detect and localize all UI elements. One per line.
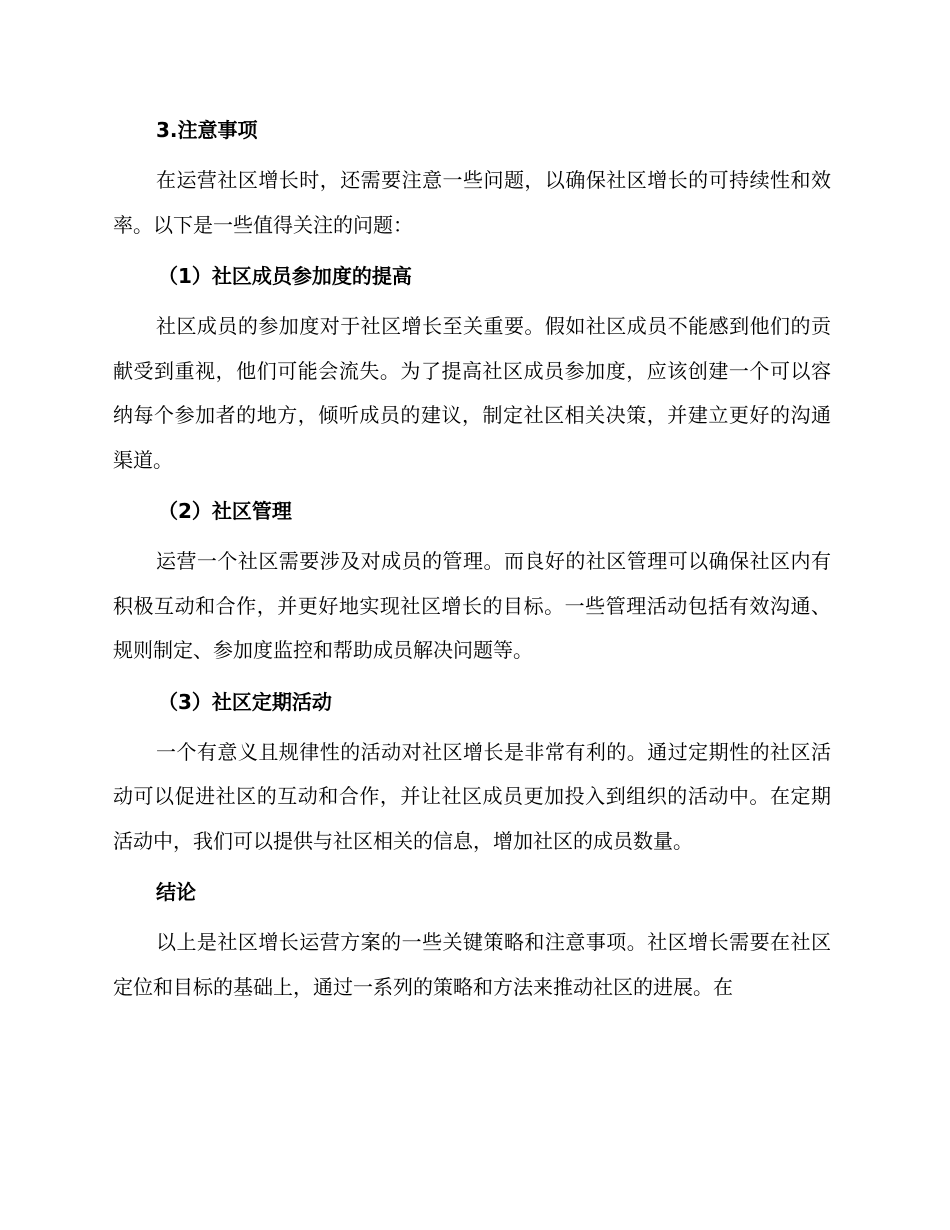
notes-intro-paragraph: 在运营社区增长时，还需要注意一些问题，以确保社区增长的可持续性和效率。以下是一些值得关注的问题： [113, 168, 831, 237]
conclusion-paragraph: 以上是社区增长运营方案的一些关键策略和注意事项。社区增长需要在社区定位和目标的基础上，通过一系列的策略和方法来推动社区的进展。在 [113, 930, 831, 999]
conclusion-heading: 结论 [156, 880, 196, 904]
item2-paragraph: 运营一个社区需要涉及对成员的管理。而良好的社区管理可以确保社区内有积极互动和合作，并更好地实现社区增长的目标。一些管理活动包括有效沟通、规则制定、参加度监控和帮助成员解决问题等。 [113, 549, 831, 662]
item2-heading: （2）社区管理 [158, 499, 292, 523]
item1-paragraph: 社区成员的参加度对于社区增长至关重要。假如社区成员不能感到他们的贡献受到重视，他们可能会流失。为了提高社区成员参加度，应该创建一个可以容纳每个参加者的地方，倾听成员的建议，制定社区相关决策，并建立更好的沟通渠道。 [113, 314, 831, 472]
notes-heading: 3.注意事项 [156, 118, 258, 142]
item1-heading: （1）社区成员参加度的提高 [158, 264, 412, 288]
item3-paragraph: 一个有意义且规律性的活动对社区增长是非常有利的。通过定期性的社区活动可以促进社区的互动和合作，并让社区成员更加投入到组织的活动中。在定期活动中，我们可以提供与社区相关的信息，增加社区的成员数量。 [113, 739, 831, 853]
item3-heading: （3）社区定期活动 [158, 689, 332, 714]
document-body [113, 113, 831, 1009]
